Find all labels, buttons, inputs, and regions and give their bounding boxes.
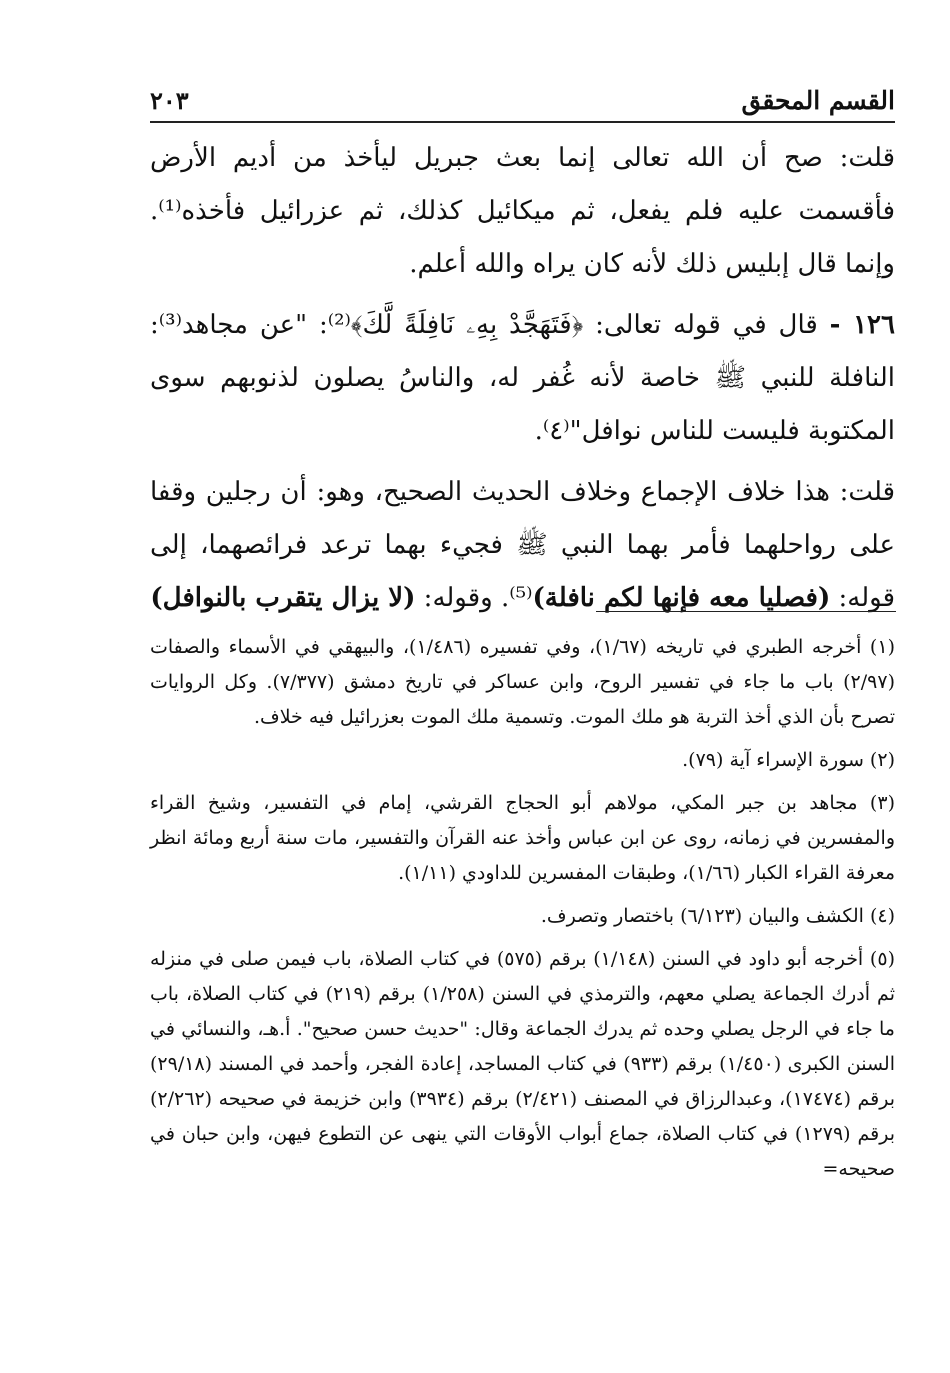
hadith-quote-2: (لا يزال يتقرب بالنوافل) [150,583,416,613]
footnote-2: (٢) سورة الإسراء آية (٧٩). [682,749,895,771]
paragraph-3-text-b: ⁽⁵⁾. وقوله: [415,583,533,613]
paragraph-2-text: قال في قوله تعالى: ﴿فَتَهَجَّدْ بِهِۦ نَافِلَةً لَّكَ﴾⁽²⁾: "عن مجاهد⁽³⁾: النافلة للنبي ﷺ خاصة لأنه غُفر له، والناسُ يصلون لذنوبهم سوى المكتوبة فليست للناس نوافل"⁽٤⁾. [150,310,895,446]
footnote-separator [596,611,896,612]
hadith-quote-1: (فصليا معه فإنها لكم نافلة) [532,583,831,613]
paragraph-3-text-a: قلت: هذا خلاف الإجماع وخلاف الحديث الصحيح، وهو: أن رجلين وقفا على رواحلهما فأمر بهما النبي ﷺ فجيء بهما ترعد فرائصهما، إلى قوله: [150,477,895,613]
paragraph-2 [150,299,895,458]
item-number: ١٢٦ - [829,310,895,340]
page-header [150,82,895,118]
main-text [150,132,895,633]
header-rule [150,121,895,123]
page-number: ٢٠٣ [150,85,189,115]
paragraph-3 [150,466,895,625]
footnote-5: (٥) أخرجه أبو داود في السنن (١/١٤٨) برقم (٥٧٥) في كتاب الصلاة، باب فيمن صلى في منزله ثم أدرك الجماعة يصلي معهم، والترمذي في السنن (١/٢٥٨) برقم (٢١٩) في كتاب الصلاة، باب ما جاء في الرجل يصلي وحده ثم يدرك الجماعة وقال: "حديث حسن صحيح". أ.هـ، والنسائي في السنن الكبرى (١/٤٥٠) برقم (٩٣٣) في كتاب المساجد، إعادة الفجر، وأحمد في المسند (٢٩/١٨) برقم (١٧٤٧٤)، وعبدالرزاق في المصنف (٢/٤٢١) برقم (٣٩٣٤) وابن خزيمة في صحيحه (٢/٢٦٢) برقم (١٢٧٩) في كتاب الصلاة، جماع أبواب الأوقات التي ينهى عن التطوع فيهن، وابن حبان في صحيحه= [150,948,896,1180]
footnote-4: (٤) الكشف والبيان (٦/١٢٣) باختصار وتصرف. [540,905,895,927]
footnote-3: (٣) مجاهد بن جبر المكي، مولاهم أبو الحجاج القرشي، إمام في التفسير، وشيخ القراء والمفسرين في زمانه، روى عن ابن عباس وأخذ عنه القرآن والتفسير، مات سنة أربع ومائة انظر معرفة القراء الكبار (١/٦٦)، وطبقات المفسرين للداودي (١/١١). [150,792,895,884]
footnote-1: (١) أخرجه الطبري في تاريخه (١/٦٧)، وفي تفسيره (١/٤٨٦)، والبيهقي في الأسماء والصفات (٢/٩٧) باب ما جاء في تفسير الروح، وابن عساكر في تاريخ دمشق (٧/٣٧٧). وكل الروايات تصرح بأن الذي أخذ التربة هو ملك الموت. وتسمية ملك الموت بعزرائيل فيه خلاف. [150,636,895,728]
running-title: القسم المحقق [741,85,895,115]
footnotes [150,630,895,1195]
paragraph-1: قلت: صح أن الله تعالى إنما بعث جبريل ليأخذ من أديم الأرض فأقسمت عليه فلم يفعل، ثم ميكائيل كذلك، ثم عزرائيل فأخذه⁽¹⁾. وإنما قال إبليس ذلك لأنه كان يراه والله أعلم. [150,143,895,279]
